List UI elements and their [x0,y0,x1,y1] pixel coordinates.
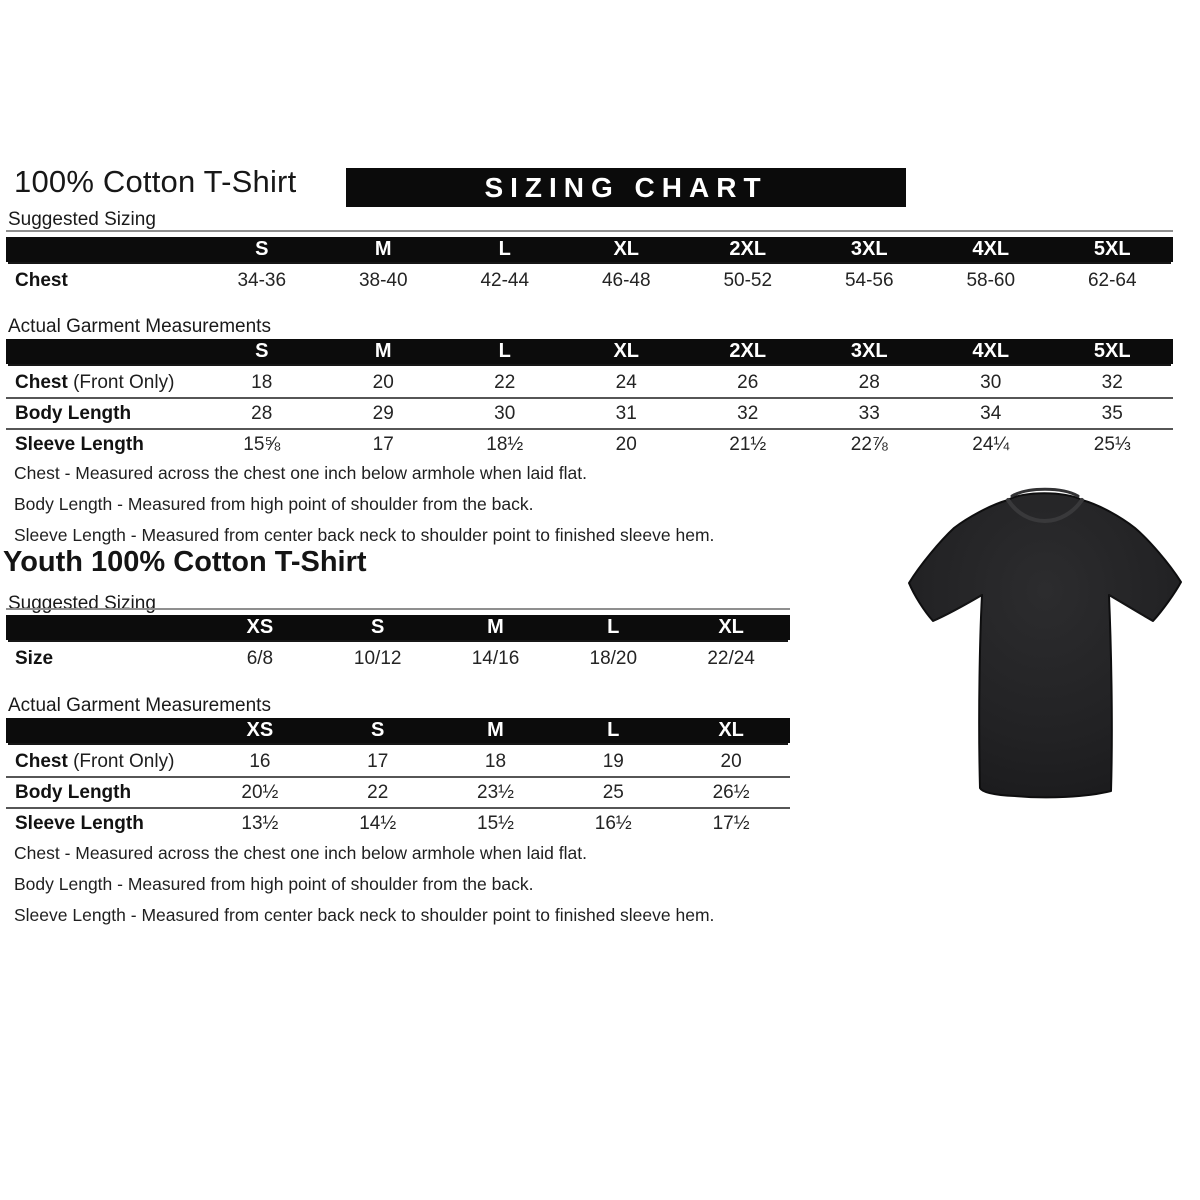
column-header-xl: XL [613,340,640,362]
table-header-row [6,339,1173,364]
table-row-body-length [6,397,1173,428]
youth-note-chest: Chest - Measured across the chest one inch below armhole when laid flat. [14,843,587,863]
sizing-chart-banner [346,168,906,207]
row-label: Body Length [15,402,132,424]
cell-value: 17 [372,433,394,455]
column-header-3xl: 3XL [850,238,888,260]
column-header-5xl: 5XL [1093,340,1131,362]
cell-value: 22⅞ [850,433,888,455]
adult-note-body-length: Body Length - Measured from high point of shoulder from the back. [14,494,534,514]
cell-value: 30 [494,402,516,424]
adult-suggested-sizing-table [6,230,1173,295]
column-header-s: S [255,340,269,362]
youth-note-sleeve-length: Sleeve Length - Measured from center back neck to shoulder point to finished sleeve hem. [14,905,715,925]
column-header-xl: XL [613,238,640,260]
column-header-s: S [371,616,385,638]
column-header-l: L [498,340,511,362]
cell-value: 24 [615,371,637,393]
youth-garment-measurements-label: Actual Garment Measurements [8,695,271,716]
cell-value: 58-60 [966,269,1016,291]
cell-value: 30 [980,371,1002,393]
cell-value: 32 [737,402,759,424]
adult-suggested-sizing-label: Suggested Sizing [8,209,156,230]
cell-value: 28 [251,402,273,424]
cell-value: 18 [484,750,507,772]
youth-suggested-sizing-label: Suggested Sizing [8,593,156,614]
cell-value: 42-44 [480,269,530,291]
cell-value: 18 [251,371,273,393]
black-tshirt-icon [896,482,1194,814]
cell-value: 14½ [359,812,397,834]
sizing-chart-banner-text: SIZING CHART [484,171,768,203]
cell-value: 22 [494,371,516,393]
cell-value: 6/8 [246,647,274,669]
table-row-chest [6,747,790,776]
cell-value: 29 [372,402,394,424]
column-header-l: L [607,719,620,741]
column-header-m: M [374,340,392,362]
cell-value: 24¼ [972,433,1010,455]
column-header-4xl: 4XL [972,238,1010,260]
cell-value: 34-36 [237,269,287,291]
cell-value: 34 [980,402,1002,424]
cell-value: 26½ [712,781,750,803]
cell-value: 23½ [477,781,514,803]
cell-value: 15⅝ [243,433,281,455]
cell-value: 16 [249,750,271,772]
cell-value: 18½ [486,433,524,455]
cell-value: 18/20 [589,647,638,669]
cell-value: 20½ [241,781,279,803]
youth-note-body-length: Body Length - Measured from high point of shoulder from the back. [14,874,534,894]
row-label: Sleeve Length [15,433,144,455]
cell-value: 25 [602,781,624,803]
cell-value: 54-56 [844,269,894,291]
row-label-suffix: (Front Only) [67,750,175,772]
column-header-s: S [371,719,385,741]
adult-note-chest: Chest - Measured across the chest one inch below armhole when laid flat. [14,463,587,483]
table-row-chest [6,368,1173,397]
table-header-row [6,615,790,640]
cell-value: 25⅓ [1093,433,1131,455]
row-label: Sleeve Length [15,812,144,834]
cell-value: 16½ [594,812,632,834]
column-header-m: M [374,238,392,260]
cell-value: 50-52 [723,269,773,291]
cell-value: 22 [367,781,389,803]
column-header-m: M [487,719,504,741]
row-label: Chest (Front Only) [15,750,175,772]
column-header-m: M [487,616,504,638]
column-header-3xl: 3XL [850,340,888,362]
table-row-body-length [6,776,790,807]
cell-value: 26 [737,371,759,393]
cell-value: 13½ [241,812,279,834]
row-label: Chest [15,269,68,291]
column-header-5xl: 5XL [1093,238,1131,260]
column-header-xs: XS [246,616,274,638]
cell-value: 20 [615,433,637,455]
youth-garment-measurements-table [6,718,790,838]
cell-value: 15½ [477,812,514,834]
table-row-sleeve-length [6,807,790,838]
row-label: Size [15,647,54,669]
row-label: Chest (Front Only) [15,371,175,393]
column-header-s: S [255,238,269,260]
table-row-size [6,644,790,673]
table-header-row [6,718,790,743]
column-header-xl: XL [718,616,744,638]
cell-value: 33 [858,402,880,424]
column-header-xs: XS [246,719,274,741]
column-header-l: L [607,616,620,638]
table-header-row [6,237,1173,262]
adult-garment-measurements-label: Actual Garment Measurements [8,316,271,337]
cell-value: 21½ [729,433,767,455]
cell-value: 35 [1101,402,1123,424]
cell-value: 20 [720,750,742,772]
cell-value: 19 [602,750,624,772]
cell-value: 14/16 [471,647,520,669]
youth-measurement-notes [14,838,714,931]
table-row-chest [6,266,1173,295]
tshirt-product-image [896,482,1194,814]
cell-value: 20 [372,371,394,393]
cell-value: 17½ [712,812,750,834]
cell-value: 46-48 [601,269,651,291]
cell-value: 32 [1101,371,1123,393]
table-row-sleeve-length [6,428,1173,459]
cell-value: 28 [858,371,880,393]
youth-suggested-sizing-table [6,608,790,673]
cell-value: 17 [367,750,389,772]
page-title: 100% Cotton T-Shirt [14,164,297,199]
cell-value: 10/12 [353,647,402,669]
adult-note-sleeve-length: Sleeve Length - Measured from center back neck to shoulder point to finished sleeve hem. [14,525,715,545]
youth-section-title: Youth 100% Cotton T-Shirt [3,546,367,578]
cell-value: 22/24 [707,647,755,669]
cell-value: 62-64 [1087,269,1137,291]
adult-garment-measurements-table [6,339,1173,459]
cell-value: 31 [615,402,637,424]
cell-value: 38-40 [358,269,408,291]
row-label-suffix: (Front Only) [67,371,175,393]
row-label: Body Length [15,781,132,803]
column-header-2xl: 2XL [729,340,767,362]
column-header-xl: XL [718,719,744,741]
column-header-2xl: 2XL [729,238,767,260]
adult-measurement-notes [14,458,714,551]
column-header-l: L [498,238,511,260]
column-header-4xl: 4XL [972,340,1010,362]
